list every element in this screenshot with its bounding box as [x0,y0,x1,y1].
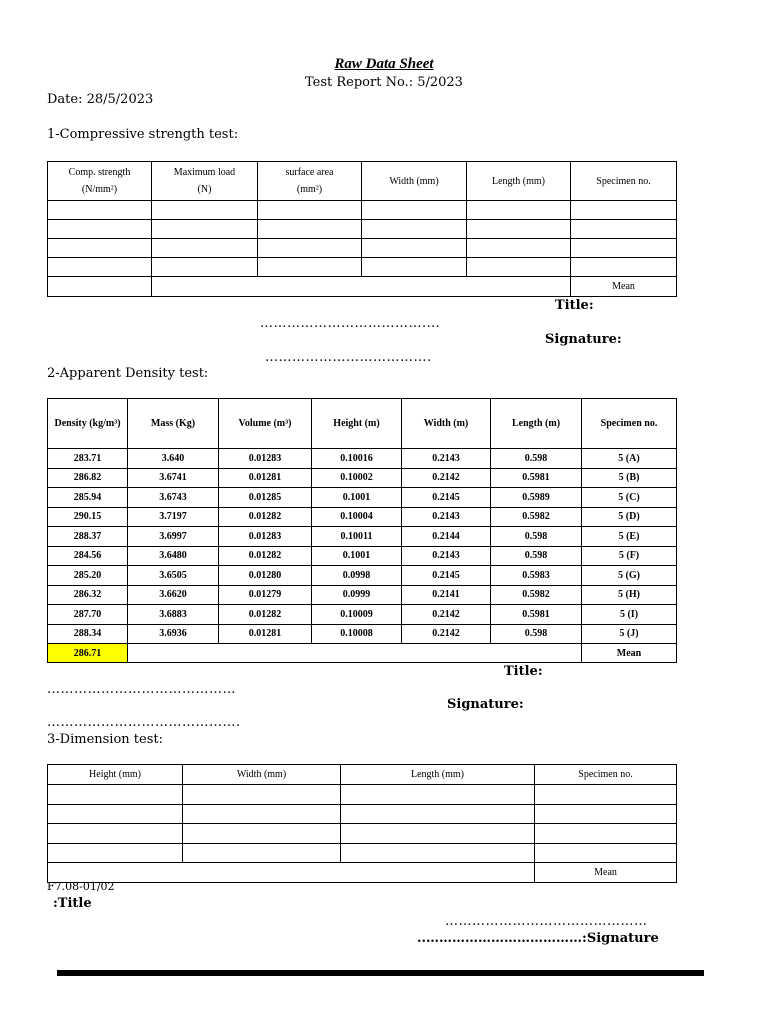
cell-width: 0.2142 [402,468,491,488]
header-specimen: Specimen no. [582,399,677,449]
header-width: Width (mm) [362,162,467,201]
cell-density: 287.70 [48,605,128,625]
header-density: Density (kg/m³) [48,399,128,449]
cell-density: 288.34 [48,624,128,644]
cell-height: 0.10004 [312,507,402,527]
table-row [48,488,677,508]
header-length: Length (mm) [341,765,535,785]
header-height: Height (mm) [48,765,183,785]
mean-label: Mean [535,863,677,883]
dimension-section-heading: 3-Dimension test: [47,732,163,747]
cell-density: 290.15 [48,507,128,527]
header-height: Height (m) [312,399,402,449]
cell-length: 0.598 [491,527,582,547]
table-row [48,449,677,469]
cell-density: 286.32 [48,585,128,605]
title-label: Title: [555,298,594,313]
cell-volume: 0.01281 [219,468,312,488]
header-specimen: Specimen no. [571,162,677,201]
cell-height: 0.1001 [312,488,402,508]
header-length: Length (mm) [467,162,571,201]
header-surface-area: surface area (mm²) [258,162,362,201]
cell-density: 284.56 [48,546,128,566]
cell-width: 0.2145 [402,566,491,586]
header-width: Width (m) [402,399,491,449]
cell-volume: 0.01285 [219,488,312,508]
mean-row [48,863,677,883]
bottom-rule [57,970,704,976]
cell-height: 0.10011 [312,527,402,547]
table-row [48,844,677,863]
table-row [48,624,677,644]
cell-width: 0.2143 [402,546,491,566]
cell-width: 0.2143 [402,449,491,469]
cell-mass: 3.6480 [128,546,219,566]
header-max-load: Maximum load (N) [152,162,258,201]
mean-label: Mean [571,277,677,297]
cell-width: 0.2143 [402,507,491,527]
signature-label: Signature: [447,697,524,712]
cell-mass: 3.7197 [128,507,219,527]
cell-length: 0.5981 [491,605,582,625]
mean-row [48,277,677,297]
cell-density: 283.71 [48,449,128,469]
header-specimen: Specimen no. [535,765,677,785]
cell-height: 0.10009 [312,605,402,625]
cell-length: 0.5982 [491,585,582,605]
cell-mass: 3.6743 [128,488,219,508]
title-label: :Title [53,896,92,911]
title-line: …………………………………… [47,682,236,697]
cell-width: 0.2142 [402,624,491,644]
table-row [48,220,677,239]
cell-width: 0.2142 [402,605,491,625]
title-line: ……………………………….… [260,316,441,331]
table-row [48,468,677,488]
report-date: Date: 28/5/2023 [47,92,154,107]
density-table [47,398,677,663]
cell-mass: 3.6997 [128,527,219,547]
signature-line: ………………………………. [265,350,432,365]
cell-height: 0.10008 [312,624,402,644]
cell-mass: 3.6741 [128,468,219,488]
cell-specimen: 5 (E) [582,527,677,547]
cell-mass: 3.6505 [128,566,219,586]
compressive-table [47,161,677,297]
table-row [48,805,677,824]
form-code: F7.08-01/02 [47,880,115,893]
cell-width: 0.2141 [402,585,491,605]
table-row [48,824,677,844]
header-mass: Mass (Kg) [128,399,219,449]
cell-mass: 3.6883 [128,605,219,625]
cell-volume: 0.01280 [219,566,312,586]
mean-density-value: 286.71 [48,644,128,663]
cell-mass: 3.6936 [128,624,219,644]
cell-specimen: 5 (F) [582,546,677,566]
cell-height: 0.0999 [312,585,402,605]
cell-length: 0.5981 [491,468,582,488]
table-row [48,785,677,805]
cell-specimen: 5 (A) [582,449,677,469]
dimension-table [47,764,677,883]
table-row [48,546,677,566]
title-label: Title: [504,664,543,679]
cell-height: 0.10016 [312,449,402,469]
cell-volume: 0.01282 [219,507,312,527]
table-row [48,527,677,547]
mean-label: Mean [582,644,677,663]
table-row [48,566,677,586]
cell-volume: 0.01281 [219,624,312,644]
page-title: Raw Data Sheet [334,56,434,72]
table-row [48,258,677,277]
cell-length: 0.598 [491,449,582,469]
cell-volume: 0.01282 [219,546,312,566]
cell-specimen: 5 (G) [582,566,677,586]
density-section-heading: 2-Apparent Density test: [47,366,209,381]
cell-length: 0.598 [491,546,582,566]
header-comp-strength: Comp. strength (N/mm²) [48,162,152,201]
cell-density: 286.82 [48,468,128,488]
cell-height: 0.1001 [312,546,402,566]
cell-length: 0.5983 [491,566,582,586]
cell-volume: 0.01279 [219,585,312,605]
cell-mass: 3.640 [128,449,219,469]
title-line: ……………………………………… [445,914,648,929]
header-volume: Volume (m³) [219,399,312,449]
cell-volume: 0.01283 [219,527,312,547]
table-row [48,605,677,625]
table-header-row [48,162,677,201]
cell-specimen: 5 (H) [582,585,677,605]
cell-mass: 3.6620 [128,585,219,605]
cell-specimen: 5 (J) [582,624,677,644]
cell-volume: 0.01282 [219,605,312,625]
cell-specimen: 5 (D) [582,507,677,527]
cell-length: 0.598 [491,624,582,644]
mean-row [48,644,677,663]
cell-height: 0.10002 [312,468,402,488]
cell-width: 0.2144 [402,527,491,547]
cell-density: 285.20 [48,566,128,586]
cell-specimen: 5 (I) [582,605,677,625]
header-length: Length (m) [491,399,582,449]
table-row [48,239,677,258]
signature-label: Signature: [545,332,622,347]
report-number: Test Report No.: 5/2023 [305,75,463,90]
cell-volume: 0.01283 [219,449,312,469]
cell-height: 0.0998 [312,566,402,586]
compressive-section-heading: 1-Compressive strength test: [47,127,239,142]
table-row [48,201,677,220]
cell-specimen: 5 (C) [582,488,677,508]
table-row [48,585,677,605]
cell-specimen: 5 (B) [582,468,677,488]
table-row [48,507,677,527]
header-width: Width (mm) [183,765,341,785]
signature-line: ……………………………………. [47,715,241,730]
cell-density: 288.37 [48,527,128,547]
table-header-row [48,765,677,785]
density-rows [48,449,677,644]
table-header-row [48,399,677,449]
cell-density: 285.94 [48,488,128,508]
signature-line: ..………………………………:Signature [417,931,659,946]
cell-length: 0.5989 [491,488,582,508]
cell-length: 0.5982 [491,507,582,527]
cell-width: 0.2145 [402,488,491,508]
